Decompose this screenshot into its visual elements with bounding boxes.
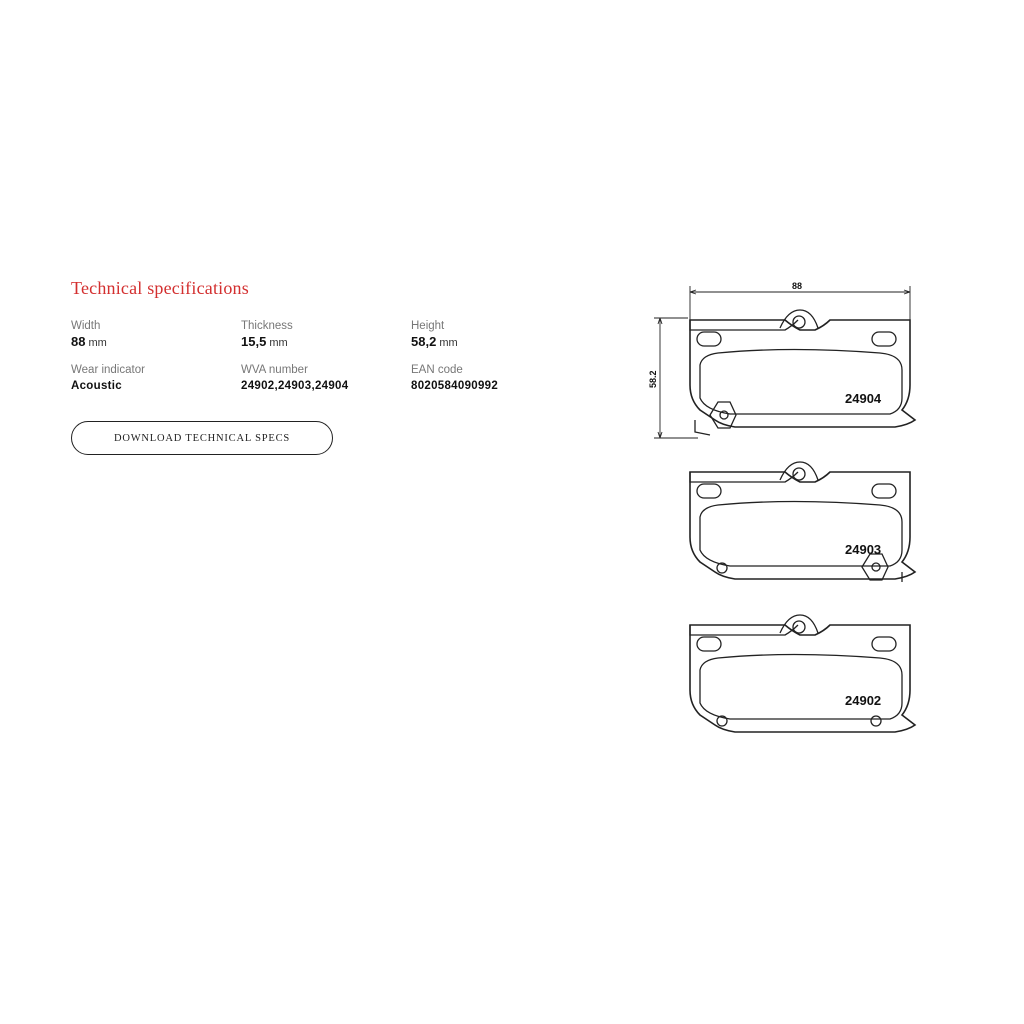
technical-specs-section (71, 278, 631, 395)
dimension-width (690, 281, 910, 325)
spec-number: 15,5 (241, 334, 267, 349)
spec-label: WVA number (241, 364, 308, 376)
spec-number: 58,2 (411, 334, 437, 349)
spec-value (241, 333, 411, 352)
spec-height (411, 319, 581, 352)
section-title: Technical specifications (71, 278, 249, 298)
spec-thickness (241, 319, 411, 352)
spec-number: 88 (71, 334, 86, 349)
pad-code-label: 24903 (845, 542, 882, 557)
spec-label: EAN code (411, 364, 463, 376)
spec-value: 8020584090992 (411, 380, 499, 392)
spec-grid (71, 319, 631, 395)
spec-unit: mm (439, 337, 458, 349)
spec-label: Height (411, 320, 445, 332)
pad-code-label: 24904 (845, 391, 882, 406)
spec-wear-indicator (71, 363, 241, 395)
spec-value: Acoustic (71, 380, 122, 392)
spec-ean-code (411, 363, 581, 395)
download-technical-specs-button[interactable]: DOWNLOAD TECHNICAL SPECS (71, 421, 333, 455)
spec-unit: mm (88, 337, 107, 349)
dim-height-label: 58.2 (648, 370, 658, 388)
brake-pad-diagram (640, 270, 940, 770)
pad-code-label: 24902 (845, 693, 882, 708)
spec-value: 24902,24903,24904 (241, 380, 349, 392)
spec-value (71, 333, 241, 352)
brake-pad-24903 (690, 462, 915, 582)
spec-label: Width (71, 320, 101, 332)
spec-value (411, 333, 581, 352)
brake-pad-drawing (640, 270, 940, 770)
spec-label: Thickness (241, 320, 293, 332)
dim-width-label: 88 (792, 281, 803, 291)
spec-label: Wear indicator (71, 364, 145, 376)
brake-pad-24904 (690, 310, 915, 435)
spec-wva-number (241, 363, 411, 395)
spec-width (71, 319, 241, 352)
brake-pad-24902 (690, 615, 915, 732)
spec-unit: mm (269, 337, 288, 349)
